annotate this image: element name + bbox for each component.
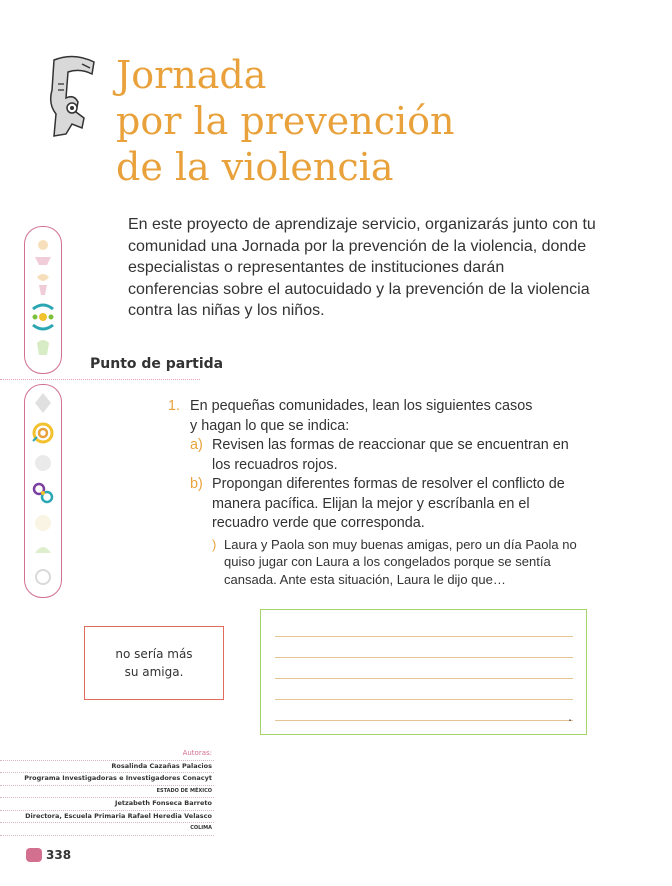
writing-line[interactable]	[275, 657, 573, 658]
author-name: Rosalinda Cazañas Palacios	[0, 761, 214, 774]
person-faded-icon	[35, 240, 51, 265]
item-number: 1.	[168, 398, 181, 414]
section-divider	[0, 379, 200, 380]
side-icon-panel-2	[24, 384, 62, 598]
page-number	[26, 848, 71, 862]
sub-text: Propongan diferentes formas de resolver el conflicto de manera pacífica. Elijan la mejor y escríbanla en el recuadro verde que corresponda.	[212, 476, 565, 531]
scale-icon	[33, 305, 54, 329]
title-line-3: de la violencia	[116, 145, 394, 189]
writing-line[interactable]	[275, 699, 573, 700]
reaction-box-red	[84, 626, 224, 700]
title-line-2: por la prevención	[116, 99, 455, 143]
activity-sub-b	[190, 475, 588, 534]
author-name: Jetzabeth Fonseca Barreto	[0, 798, 214, 811]
spiral-icon	[33, 424, 52, 442]
ring-icon	[36, 570, 50, 584]
author-state: COLIMA	[0, 823, 214, 836]
case-text: Laura y Paola son muy buenas amigas, pero un día Paola no quiso jugar con Laura a los congelados porque se sentía cansada. Ante esta situación, Laura le dijo que…	[224, 536, 577, 588]
activity-sub-a	[190, 436, 588, 475]
author-state: ESTADO DE MÉXICO	[0, 786, 214, 799]
writing-line[interactable]	[275, 678, 573, 679]
writing-line[interactable]	[275, 636, 573, 637]
person-faded-icon	[35, 393, 51, 413]
item-text: En pequeñas comunidades, lean los siguientes casos y hagan lo que se indica:	[190, 398, 533, 434]
mascot-illustration	[44, 54, 100, 140]
sub-text: Revisen las formas de reaccionar que se encuentran en los recuadros rojos.	[212, 437, 569, 473]
figure-faded-icon	[37, 274, 49, 295]
people-icon	[35, 455, 51, 471]
activity-list	[168, 397, 588, 589]
page-title	[116, 52, 455, 190]
chain-icon	[34, 484, 52, 502]
author-role: Directora, Escuela Primaria Rafael Heredia Velasco	[0, 811, 214, 824]
activity-item-1	[168, 397, 588, 436]
case-1	[212, 536, 588, 589]
section-heading: Punto de partida	[90, 356, 224, 372]
figure-faded-icon	[37, 340, 49, 355]
reaction-line-1: no sería más	[115, 647, 193, 661]
end-mark: .	[568, 710, 572, 724]
author-role: Programa Investigadoras e Investigadores Conacyt	[0, 773, 214, 786]
writing-line[interactable]	[275, 720, 573, 721]
book-icon	[26, 848, 42, 862]
title-line-1: Jornada	[116, 53, 267, 97]
side-icon-panel-1	[24, 226, 62, 374]
credits-block	[0, 748, 214, 836]
sub-letter: b)	[190, 476, 203, 492]
intro-paragraph: En este proyecto de aprendizaje servicio, organizarás junto con tu comunidad una Jornada por la prevención de la violencia, donde especialistas o representantes de instituciones darán conferencias sobre el autocuidado y la prevención de la violencia contra las niñas y los niños.	[128, 216, 596, 320]
case-marker: )	[212, 536, 217, 552]
reaction-line-2: su amiga.	[124, 665, 184, 679]
circle-faded-icon	[35, 547, 51, 553]
credits-heading: Autoras:	[0, 748, 214, 761]
answer-box-green[interactable]	[260, 609, 587, 735]
page-number-text: 338	[46, 848, 72, 862]
sub-letter: a)	[190, 437, 203, 453]
sun-faded-icon	[35, 515, 51, 531]
